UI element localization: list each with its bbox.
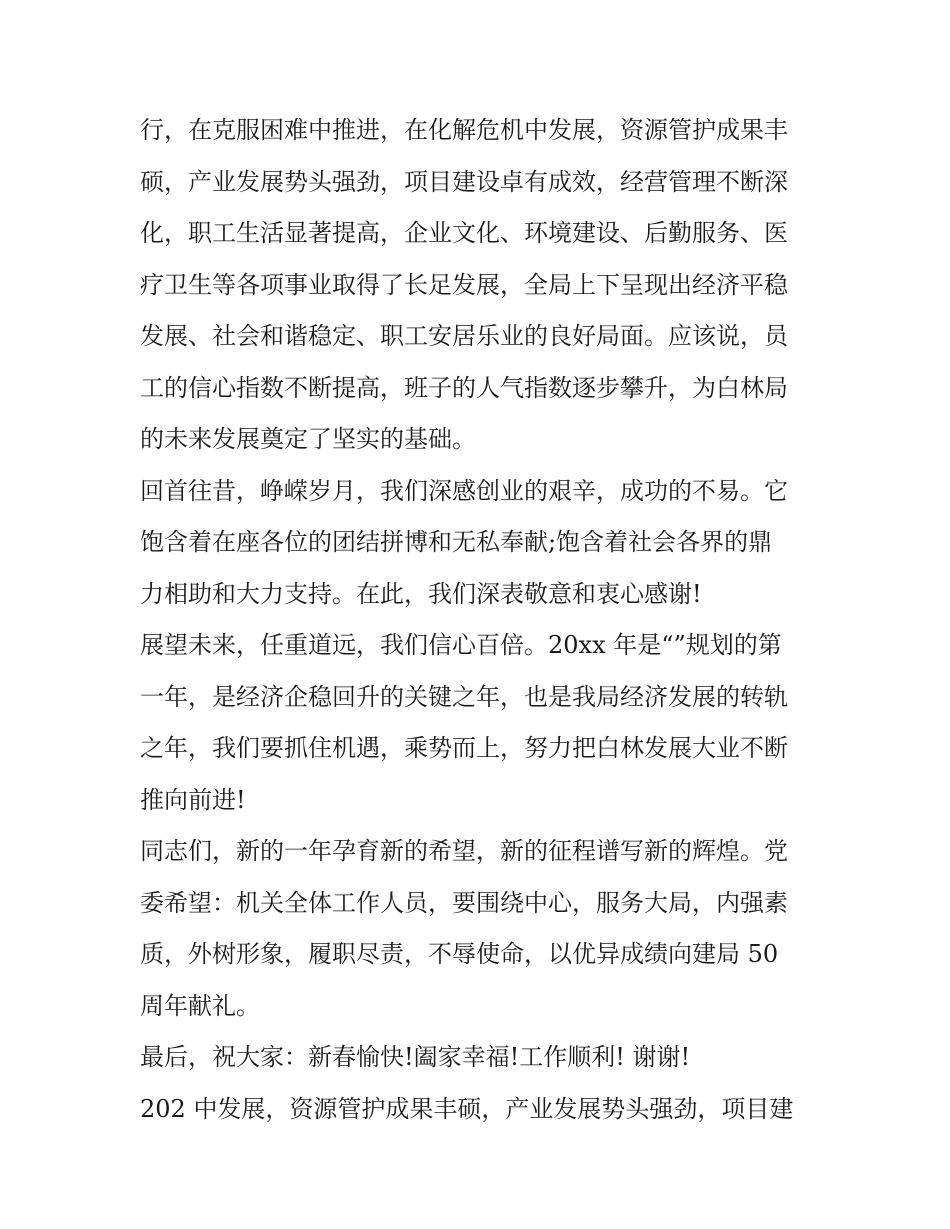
body-text bbox=[140, 105, 820, 1135]
text-line: 发展、社会和谐稳定、职工安居乐业的良好局面。应该说，员 bbox=[140, 322, 788, 350]
text-line: 之年，我们要抓住机遇，乘势而上，努力把白林发展大业不断 bbox=[140, 734, 788, 762]
text-line: 硕，产业发展势头强劲，项目建设卓有成效，经营管理不断深 bbox=[140, 167, 788, 196]
text-line: 同志们，新的一年孕育新的希望，新的征程谱写新的辉煌。党 bbox=[140, 837, 788, 865]
text-line: 力相助和大力支持。在此，我们深表敬意和衷心感谢! bbox=[140, 579, 702, 608]
text-line: 的未来发展奠定了坚实的基础。 bbox=[140, 425, 476, 453]
text-line: 饱含着在座各位的团结拼博和无私奉献;饱含着社会各界的鼎 bbox=[140, 528, 773, 556]
text-line: 周年献礼。 bbox=[140, 991, 260, 1020]
text-line: 展望未来，任重道远，我们信心百倍。20xx 年是“”规划的第 bbox=[140, 631, 782, 659]
text-line: 委希望：机关全体工作人员，要围绕中心，服务大局，内强素 bbox=[140, 888, 788, 917]
text-line: 质，外树形象，履职尽责，不辱使命，以优异成绩向建局 50 bbox=[140, 940, 779, 968]
text-line: 202 中发展，资源管护成果丰硕，产业发展势头强劲，项目建 bbox=[140, 1094, 794, 1123]
text-line: 化，职工生活显著提高，企业文化、环境建设、后勤服务、医 bbox=[140, 219, 788, 247]
text-line: 一年，是经济企稳回升的关键之年，也是我局经济发展的转轨 bbox=[140, 682, 788, 711]
text-line: 最后，祝大家：新春愉快!阖家幸福!工作顺利! 谢谢! bbox=[140, 1043, 691, 1071]
text-line: 推向前进! bbox=[140, 785, 246, 814]
text-line: 疗卫生等各项事业取得了长足发展，全局上下呈现出经济平稳 bbox=[140, 270, 788, 299]
text-line: 回首往昔，峥嵘岁月，我们深感创业的艰辛，成功的不易。它 bbox=[140, 476, 788, 505]
text-line: 工的信心指数不断提高，班子的人气指数逐步攀升，为白林局 bbox=[140, 373, 788, 402]
text-line: 行，在克服困难中推进，在化解危机中发展，资源管护成果丰 bbox=[140, 116, 788, 144]
